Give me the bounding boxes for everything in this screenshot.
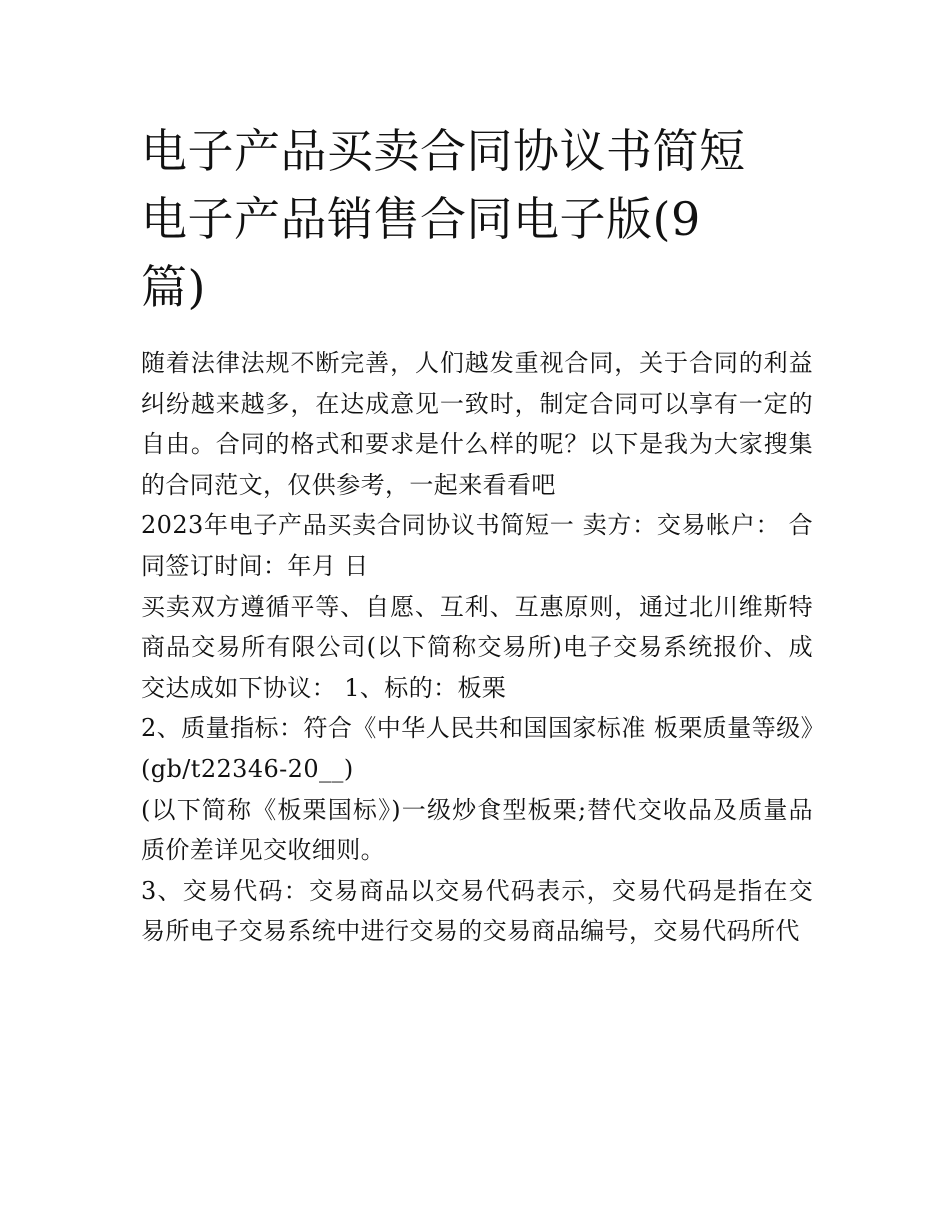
contract-header-paragraph: 2023年电子产品买卖合同协议书简短一 卖方：交易帐户： 合同签订时间：年月 日 bbox=[141, 511, 813, 580]
document-body bbox=[141, 343, 813, 952]
trade-code-paragraph: 3、交易代码：交易商品以交易代码表示，交易代码是指在交易所电子交易系统中进行交易的交易商品编号，交易代码所代 bbox=[141, 876, 813, 946]
title-line-1: 电子产品买卖合同协议书简短 bbox=[141, 124, 746, 178]
title-line-2: 电子产品销售合同电子版(9 bbox=[141, 192, 701, 246]
document-title bbox=[141, 117, 813, 321]
title-line-3: 篇) bbox=[141, 260, 206, 314]
intro-paragraph: 随着法律法规不断完善，人们越发重视合同，关于合同的利益纠纷越来越多，在达成意见一致时，制定合同可以享有一定的自由。合同的格式和要求是什么样的呢？以下是我为大家搜集的合同范文，仅供参考，一起来看看吧 bbox=[141, 349, 813, 499]
agreement-paragraph: 买卖双方遵循平等、自愿、互利、互惠原则，通过北川维斯特商品交易所有限公司(以下简称交易所)电子交易系统报价、成交达成如下协议： 1、标的：板栗 bbox=[141, 592, 813, 702]
quality-paragraph: 2、质量指标：符合《中华人民共和国国家标准 板栗质量等级》(gb/t22346-20__) bbox=[141, 714, 813, 783]
document-page bbox=[141, 117, 813, 952]
quality-note-paragraph: (以下简称《板栗国标》)一级炒食型板栗;替代交收品及质量品质价差详见交收细则。 bbox=[141, 795, 813, 865]
